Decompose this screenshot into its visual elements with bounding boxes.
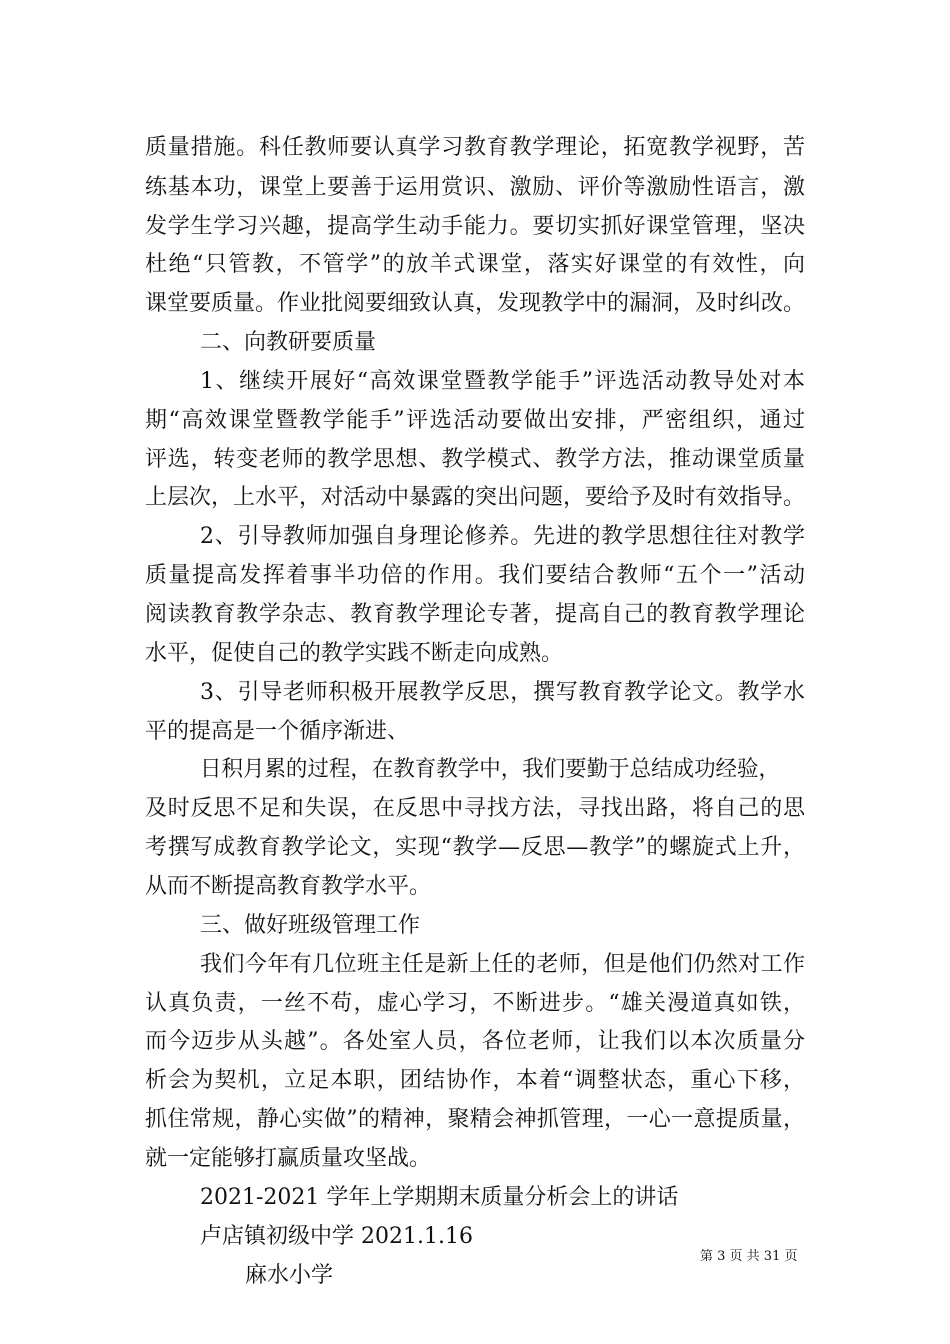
text-line: 1、继续开展好“高效课堂暨教学能手”评选活动教导处对本 [200,369,807,394]
school-name: 麻水小学 [245,1263,334,1288]
text-line: 及时反思不足和失误，在反思中寻找方法，寻找出路，将自己的思 [145,796,806,821]
text-line: 认真负责，一丝不苟，虚心学习，不断进步。“雄关漫道真如铁， [145,991,807,1016]
text-line: 评选，转变老师的教学思想、教学模式、教学方法，推动课堂质量 [145,447,806,472]
speech-title: 2021-2021 学年上学期期末质量分析会上的讲话 [200,1185,679,1210]
text-line: 日积月累的过程，在教育教学中，我们要勤于总结成功经验， [200,757,780,782]
text-line: 我们今年有几位班主任是新上任的老师，但是他们仍然对工作 [200,952,806,977]
text-line: 3、引导老师积极开展教学反思，撰写教育教学论文。教学水 [200,680,806,705]
section-heading: 三、做好班级管理工作 [200,913,421,938]
text-line: 就一定能够打赢质量攻坚战。 [145,1146,432,1171]
text-line: 质量提高发挥着事半功倍的作用。我们要结合教师“五个一”活动 [145,563,807,588]
text-line: 期“高效课堂暨教学能手”评选活动要做出安排，严密组织，通过 [145,408,807,433]
school-date: 卢店镇初级中学 2021.1.16 [200,1224,473,1249]
text-line: 阅读教育教学杂志、教育教学理论专著，提高自己的教育教学理论 [145,602,806,627]
text-line: 平的提高是一个循序渐进、 [145,719,410,744]
text-line: 杜绝“只管教，不管学”的放羊式课堂，落实好课堂的有效性，向 [145,252,807,277]
text-line: 质量措施。科任教师要认真学习教育教学理论，拓宽教学视野，苦 [145,135,806,160]
text-line: 课堂要质量。作业批阅要细致认真，发现教学中的漏洞，及时纠改。 [145,291,805,316]
text-line: 发学生学习兴趣，提高学生动手能力。要切实抓好课堂管理，坚决 [145,214,806,239]
text-line: 上层次，上水平，对活动中暴露的突出问题，要给予及时有效指导。 [145,485,805,510]
text-line: 练基本功，课堂上要善于运用赏识、激励、评价等激励性语言，激 [145,175,806,200]
text-line: 考撰写成教育教学论文，实现“教学—反思—教学”的螺旋式上升， [145,835,806,860]
text-line: 析会为契机，立足本职，团结协作，本着“调整状态，重心下移， [145,1068,807,1093]
text-line: 从而不断提高教育教学水平。 [145,874,432,899]
section-heading: 二、向教研要质量 [200,330,377,355]
text-line: 水平，促使自己的教学实践不断走向成熟。 [145,641,564,666]
text-line: 2、引导教师加强自身理论修养。先进的教学思想往往对教学 [200,524,806,549]
text-line: 而今迈步从头越”。各处室人员，各位老师，让我们以本次质量分 [145,1029,807,1054]
page-number: 第 3 页 共 31 页 [700,1249,798,1264]
text-line: 抓住常规，静心实做”的精神，聚精会神抓管理，一心一意提质量， [145,1107,806,1132]
